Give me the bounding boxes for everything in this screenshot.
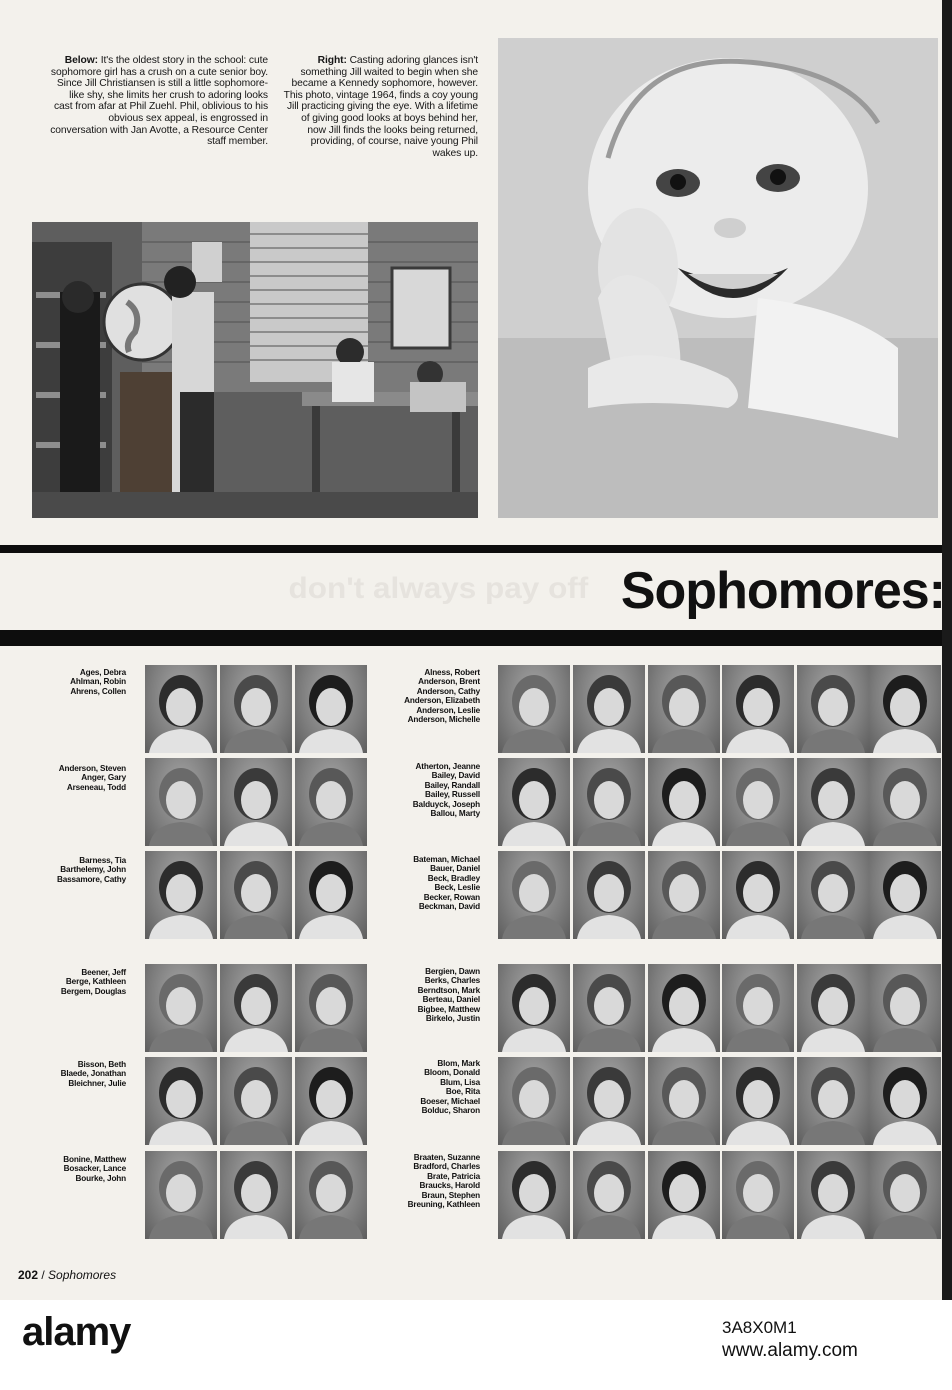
student-portrait [797, 665, 869, 753]
student-portrait [797, 964, 869, 1052]
names-group-8: Atherton, Jeanne Bailey, David Bailey, Randall Bailey, Russell Balduyck, Joseph Ballou, Marty [412, 762, 480, 819]
student-portrait [648, 665, 720, 753]
page-spine-edge [942, 0, 952, 1300]
names-group-10: Bergien, Dawn Berks, Charles Berndtson, Mark Berteau, Daniel Bigbee, Matthew Birkelo, Justin [417, 967, 480, 1024]
student-portrait [145, 758, 217, 846]
student-portrait [869, 758, 941, 846]
names-group-2: Anderson, Steven Anger, Gary Arseneau, Todd [58, 764, 126, 792]
student-portrait [220, 851, 292, 939]
student-portrait [573, 758, 645, 846]
student-portrait [722, 758, 794, 846]
student-portrait [722, 665, 794, 753]
student-portrait [722, 964, 794, 1052]
student-portrait [145, 1057, 217, 1145]
student-portrait [295, 1151, 367, 1239]
student-portrait [573, 1151, 645, 1239]
student-portrait [573, 665, 645, 753]
student-portrait [648, 1057, 720, 1145]
student-portrait [295, 758, 367, 846]
student-portrait [498, 964, 570, 1052]
student-portrait [145, 964, 217, 1052]
watermark-url: www.alamy.com [722, 1340, 858, 1361]
names-group-11: Blom, Mark Bloom, Donald Blum, Lisa Boe, Rita Boeser, Michael Bolduc, Sharon [420, 1059, 480, 1116]
student-portrait [869, 851, 941, 939]
ghost-headline: don't always pay off [288, 572, 589, 605]
student-portrait [220, 964, 292, 1052]
student-portrait [498, 1151, 570, 1239]
names-group-3: Barness, Tia Barthelemy, John Bassamore, Cathy [56, 856, 126, 884]
student-portrait [145, 851, 217, 939]
student-portrait [869, 665, 941, 753]
caption-below-body: It's the oldest story in the school: cute sophomore girl has a crush on a cute senior boy. Since Jill Christiansen is still a little sophomore-like shy, she limits her crush to adoring looks cast from afar at Phil Zuehl. Phil, oblivious to his obvious sex appeal, is engrossed in conversation with Jan Avotte, a Resource Center staff member. [50, 55, 268, 148]
names-group-12: Braaten, Suzanne Bradford, Charles Brate, Patricia Braucks, Harold Braun, Stephen Breuning, Kathleen [407, 1153, 480, 1210]
caption-right-body: Casting adoring glances isn't something Jill waited to begin when she became a Kennedy sophomore, however. This photo, vintage 1964, finds a coy young Jill practicing giving the eye. With a lifetime of giving good looks at boys behind her, now Jill finds the looks being returned, providing, of course, naive young Phil wakes up. [283, 55, 478, 159]
student-portrait [295, 1057, 367, 1145]
names-group-5: Bisson, Beth Blaede, Jonathan Bleichner, Julie [60, 1060, 126, 1088]
student-portrait [648, 1151, 720, 1239]
student-portrait [797, 851, 869, 939]
student-portrait [220, 665, 292, 753]
folio-separator: / [38, 1268, 49, 1282]
section-title: Sophomores: [620, 562, 945, 620]
student-portrait [145, 1151, 217, 1239]
names-group-7: Alness, Robert Anderson, Brent Anderson, Cathy Anderson, Elizabeth Anderson, Leslie Anderson, Michelle [404, 668, 480, 725]
student-portrait [498, 851, 570, 939]
student-portrait [295, 964, 367, 1052]
student-portrait [220, 1057, 292, 1145]
caption-below-lead: Below: [64, 55, 98, 66]
student-portrait [797, 1057, 869, 1145]
student-portrait [648, 851, 720, 939]
student-portrait [573, 964, 645, 1052]
student-portrait [797, 1151, 869, 1239]
student-portrait [220, 758, 292, 846]
student-portrait [869, 1151, 941, 1239]
watermark-image-id: 3A8X0M1 [722, 1318, 797, 1337]
student-portrait [722, 1057, 794, 1145]
student-portrait [295, 665, 367, 753]
watermark-logo: alamy [22, 1310, 131, 1354]
student-portrait [573, 851, 645, 939]
student-portrait [295, 851, 367, 939]
student-portrait [869, 1057, 941, 1145]
student-portrait [869, 964, 941, 1052]
student-portrait [722, 851, 794, 939]
student-portrait [498, 665, 570, 753]
student-portrait [648, 758, 720, 846]
student-portrait [648, 964, 720, 1052]
student-portrait [573, 1057, 645, 1145]
caption-right [282, 55, 478, 159]
names-group-1: Ages, Debra Ahlman, Robin Ahrens, Collen [70, 668, 126, 696]
page-number: 202 [18, 1268, 39, 1282]
caption-right-lead: Right: [317, 55, 347, 66]
baby-photo [498, 38, 938, 518]
names-group-9: Bateman, Michael Bauer, Daniel Beck, Bradley Beck, Leslie Becker, Rowan Beckman, David [413, 855, 480, 912]
student-portrait [722, 1151, 794, 1239]
student-portrait [145, 665, 217, 753]
student-portrait [220, 1151, 292, 1239]
names-group-6: Bonine, Matthew Bosacker, Lance Bourke, John [63, 1155, 126, 1183]
student-portrait [797, 758, 869, 846]
names-group-4: Beener, Jeff Berge, Kathleen Bergem, Douglas [60, 968, 126, 996]
caption-below [50, 55, 268, 148]
student-portrait [498, 1057, 570, 1145]
folio-section: Sophomores [48, 1268, 117, 1282]
page-folio [18, 1268, 116, 1282]
header-rule-top [0, 545, 942, 553]
header-rule-bottom [0, 630, 942, 646]
library-photo [32, 222, 478, 518]
student-portrait [498, 758, 570, 846]
